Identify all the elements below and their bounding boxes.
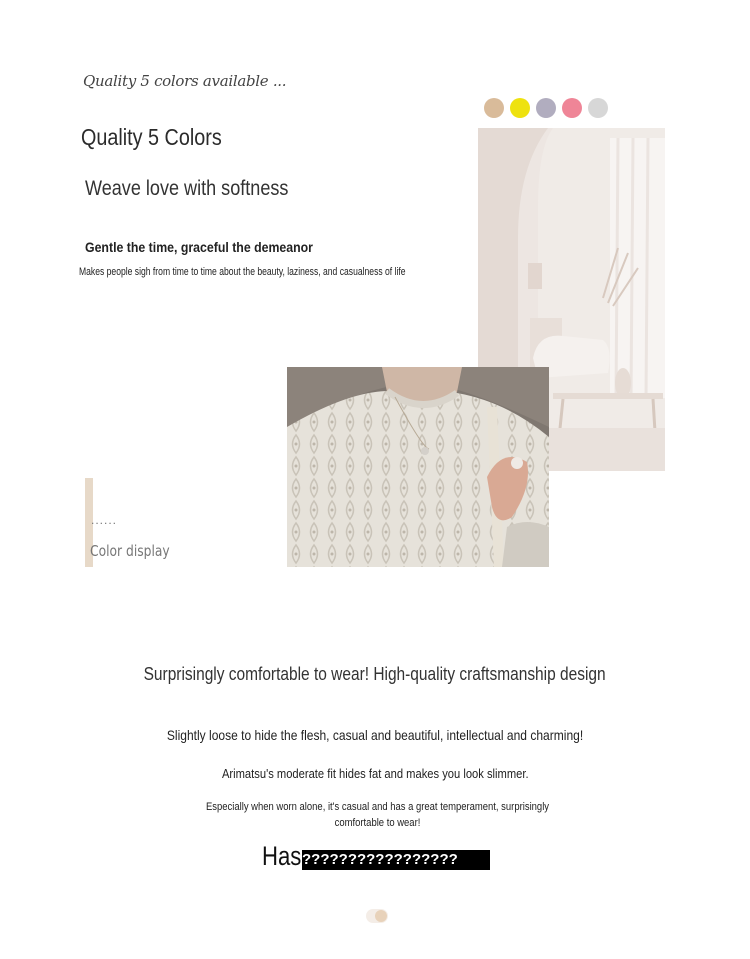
- swatch-pink[interactable]: [562, 98, 582, 118]
- toggle-knob: [375, 910, 387, 922]
- headline: Surprisingly comfortable to wear! High-quality craftsmanship design: [143, 664, 607, 684]
- has-prefix: Has: [262, 841, 302, 871]
- body-line-3: Especially when worn alone, it's casual and has a great temperament, surprisingly comfortable to wear!: [205, 801, 550, 829]
- swatch-light-gray[interactable]: [588, 98, 608, 118]
- swatch-yellow[interactable]: [510, 98, 530, 118]
- toggle-icon[interactable]: [366, 909, 388, 923]
- script-title: Quality 5 colors available ...: [83, 72, 287, 90]
- page-title: Quality 5 Colors: [81, 124, 222, 150]
- swatch-apricot[interactable]: [484, 98, 504, 118]
- description: Makes people sigh from time to time about the beauty, laziness, and casualness of life: [79, 266, 406, 278]
- tagline: Gentle the time, graceful the demeanor: [85, 239, 313, 255]
- subtitle: Weave love with softness: [85, 177, 289, 200]
- body-line-2: Arimatsu's moderate fit hides fat and makes you look slimmer.: [221, 766, 529, 781]
- color-display-label: Color display: [90, 542, 170, 560]
- has-heading: [262, 841, 458, 872]
- color-swatches: [484, 98, 608, 118]
- body-line-1: Slightly loose to hide the flesh, casual and beautiful, intellectual and charming!: [166, 727, 584, 743]
- sweater-photo: [287, 367, 549, 567]
- garbled-text: ?????????????????: [302, 850, 490, 870]
- side-dots: ......: [91, 513, 118, 527]
- swatch-lavender-gray[interactable]: [536, 98, 556, 118]
